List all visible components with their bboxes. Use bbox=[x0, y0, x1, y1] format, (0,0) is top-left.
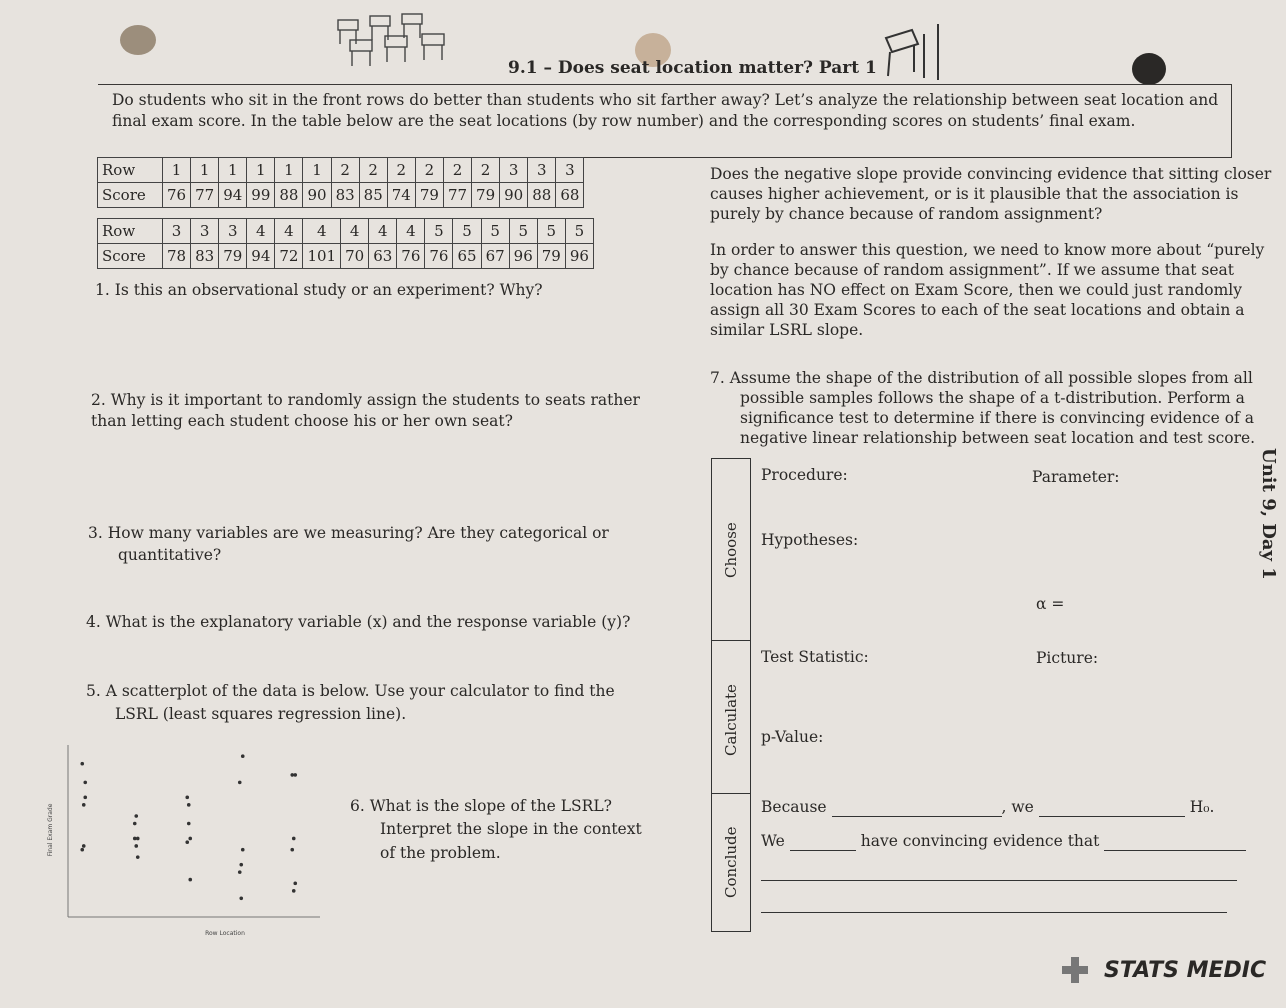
scatterplot bbox=[40, 735, 330, 945]
table-cell: 2 bbox=[387, 158, 415, 183]
table-cell: 88 bbox=[528, 183, 556, 208]
table-cell: 2 bbox=[331, 158, 359, 183]
data-table-2 bbox=[97, 218, 594, 269]
scatter-point bbox=[80, 848, 84, 852]
question-6-line-1: 6. What is the slope of the LSRL? bbox=[350, 797, 612, 815]
calculate-label: Calculate bbox=[722, 684, 740, 756]
scatter-point bbox=[134, 814, 138, 818]
table-cell: 76 bbox=[397, 244, 425, 269]
scatter-point bbox=[238, 870, 242, 874]
table-cell: 76 bbox=[425, 244, 453, 269]
question-6-line-2: Interpret the slope in the context bbox=[380, 820, 642, 838]
binder-hole bbox=[120, 25, 156, 55]
right-paragraph-2 bbox=[710, 240, 1264, 340]
question-4: 4. What is the explanatory variable (x) and the response variable (y)? bbox=[86, 613, 631, 631]
desk-icon bbox=[878, 20, 948, 82]
table-cell: 1 bbox=[275, 158, 303, 183]
scatter-point bbox=[241, 848, 245, 852]
scatter-point bbox=[187, 822, 191, 826]
table-cell: 4 bbox=[275, 219, 303, 244]
section-divider bbox=[711, 793, 751, 794]
text-line: possible samples follows the shape of a t-distribution. Perform a bbox=[740, 389, 1245, 407]
table-row bbox=[98, 158, 584, 183]
right-paragraph-1 bbox=[710, 164, 1271, 224]
evidence-label: have convincing evidence that bbox=[860, 832, 1100, 850]
brand-name: STATS MEDIC bbox=[1104, 957, 1267, 983]
question-5-line-1: 5. A scatterplot of the data is below. Use your calculator to find the bbox=[86, 682, 615, 700]
table-cell: 77 bbox=[443, 183, 471, 208]
scatter-point bbox=[133, 822, 137, 826]
section-divider bbox=[711, 640, 751, 641]
table-cell: 3 bbox=[556, 158, 584, 183]
conclusion-blank[interactable] bbox=[1104, 836, 1246, 851]
p-value-label: p-Value: bbox=[761, 728, 824, 746]
table-cell: 67 bbox=[481, 244, 509, 269]
question-2-line-1: 2. Why is it important to randomly assign the students to seats rather bbox=[91, 391, 640, 409]
table-cell: 2 bbox=[359, 158, 387, 183]
scatter-point bbox=[185, 796, 189, 800]
text-line: purely by chance because of random assignment? bbox=[710, 205, 1103, 223]
procedure-label: Procedure: bbox=[761, 466, 848, 484]
question-3-line-2: quantitative? bbox=[118, 546, 222, 564]
question-6-line-3: of the problem. bbox=[380, 844, 501, 862]
picture-label: Picture: bbox=[1036, 649, 1099, 667]
table-cell: 99 bbox=[247, 183, 275, 208]
scatter-point bbox=[83, 796, 87, 800]
table-cell: 65 bbox=[453, 244, 481, 269]
scatter-point bbox=[80, 762, 84, 766]
table-cell: 3 bbox=[528, 158, 556, 183]
medical-cross-icon bbox=[1060, 955, 1090, 985]
table-cell: 1 bbox=[247, 158, 275, 183]
scatter-point bbox=[82, 844, 86, 848]
table-cell: 90 bbox=[500, 183, 528, 208]
score-label: Score bbox=[98, 183, 163, 208]
table-cell: 5 bbox=[425, 219, 453, 244]
table-cell: 83 bbox=[191, 244, 219, 269]
text-line: by chance because of random assignment”. If we assume that seat bbox=[710, 261, 1234, 279]
page-title: 9.1 – Does seat location matter? Part 1 bbox=[508, 58, 877, 78]
decision-blank[interactable] bbox=[1039, 802, 1185, 817]
table-cell: 79 bbox=[472, 183, 500, 208]
table-cell: 4 bbox=[341, 219, 369, 244]
scatter-point bbox=[239, 863, 243, 867]
table-cell: 4 bbox=[247, 219, 275, 244]
text-line: In order to answer this question, we need to know more about “purely bbox=[710, 241, 1265, 259]
table-cell: 5 bbox=[453, 219, 481, 244]
text-line: significance test to determine if there is convincing evidence of a bbox=[740, 409, 1254, 427]
table-cell: 70 bbox=[341, 244, 369, 269]
scatter-point bbox=[293, 773, 297, 777]
stats-medic-logo bbox=[1060, 955, 1266, 985]
answer-line[interactable] bbox=[761, 912, 1227, 913]
table-row bbox=[98, 219, 594, 244]
binder-hole bbox=[1132, 53, 1166, 85]
table-cell: 4 bbox=[397, 219, 425, 244]
table-cell: 1 bbox=[163, 158, 191, 183]
table-cell: 83 bbox=[331, 183, 359, 208]
conclude-label: Conclude bbox=[722, 826, 740, 898]
question-2-line-2: than letting each student choose his or her own seat? bbox=[91, 412, 513, 430]
table-cell: 4 bbox=[303, 219, 341, 244]
table-cell: 88 bbox=[275, 183, 303, 208]
test-statistic-label: Test Statistic: bbox=[761, 648, 869, 666]
do-not-blank[interactable] bbox=[790, 836, 856, 851]
table-cell: 78 bbox=[163, 244, 191, 269]
score-label: Score bbox=[98, 244, 163, 269]
table-cell: 79 bbox=[415, 183, 443, 208]
table-cell: 63 bbox=[369, 244, 397, 269]
because-blank[interactable] bbox=[832, 802, 1002, 817]
table-cell: 74 bbox=[387, 183, 415, 208]
scatter-point bbox=[292, 837, 296, 841]
row-label: Row bbox=[98, 158, 163, 183]
desks-icon bbox=[330, 10, 465, 80]
because-line bbox=[761, 797, 1214, 817]
table-cell: 5 bbox=[565, 219, 593, 244]
text-line: causes higher achievement, or is it plausible that the association is bbox=[710, 185, 1239, 203]
question-3-line-1: 3. How many variables are we measuring? Are they categorical or bbox=[88, 524, 609, 542]
table-cell: 94 bbox=[247, 244, 275, 269]
table-cell: 5 bbox=[509, 219, 537, 244]
question-5-line-2: LSRL (least squares regression line). bbox=[115, 705, 407, 723]
scatter-point bbox=[293, 882, 297, 886]
table-cell: 79 bbox=[537, 244, 565, 269]
text-line: negative linear relationship between seat location and test score. bbox=[740, 429, 1256, 447]
table-cell: 3 bbox=[191, 219, 219, 244]
table-cell: 1 bbox=[219, 158, 247, 183]
table-cell: 72 bbox=[275, 244, 303, 269]
table-cell: 3 bbox=[163, 219, 191, 244]
scatter-point bbox=[188, 837, 192, 841]
table-cell: 96 bbox=[565, 244, 593, 269]
scatter-point bbox=[187, 803, 191, 807]
question-7 bbox=[710, 368, 1255, 448]
table-cell: 85 bbox=[359, 183, 387, 208]
data-table-1 bbox=[97, 157, 584, 208]
table-cell: 76 bbox=[163, 183, 191, 208]
text-line: Does the negative slope provide convincing evidence that sitting closer bbox=[710, 165, 1272, 183]
table-cell: 2 bbox=[472, 158, 500, 183]
scatter-point bbox=[290, 848, 294, 852]
scatter-point bbox=[134, 844, 138, 848]
table-cell: 68 bbox=[556, 183, 584, 208]
x-axis-label: Row Location bbox=[205, 930, 245, 937]
scatter-point bbox=[83, 781, 87, 785]
text-line: similar LSRL slope. bbox=[710, 321, 864, 339]
scatter-point bbox=[239, 897, 243, 901]
we-label: , we bbox=[1001, 798, 1034, 816]
scatter-point bbox=[185, 840, 189, 844]
table-cell: 77 bbox=[191, 183, 219, 208]
table-cell: 2 bbox=[443, 158, 471, 183]
answer-line[interactable] bbox=[761, 880, 1237, 881]
unit-day-label: Unit 9, Day 1 bbox=[1258, 448, 1279, 580]
table-cell: 2 bbox=[415, 158, 443, 183]
choose-label: Choose bbox=[722, 522, 740, 578]
table-cell: 96 bbox=[509, 244, 537, 269]
table-cell: 4 bbox=[369, 219, 397, 244]
scatter-point bbox=[188, 878, 192, 882]
parameter-label: Parameter: bbox=[1032, 468, 1120, 486]
we-label: We bbox=[761, 832, 785, 850]
y-axis-label: Final Exam Grade bbox=[47, 803, 54, 857]
scatter-point bbox=[82, 803, 86, 807]
because-label: Because bbox=[761, 798, 827, 816]
intro-paragraph: Do students who sit in the front rows do better than students who sit farther away? Let’s analyze the relationship between seat location and final exam score. In the table below are the seat locations (by row number) and the corresponding scores on students’ final exam. bbox=[98, 84, 1232, 158]
row-label: Row bbox=[98, 219, 163, 244]
text-line: 7. Assume the shape of the distribution of all possible slopes from all bbox=[710, 369, 1253, 387]
text-line: assign all 30 Exam Scores to each of the seat locations and obtain a bbox=[710, 301, 1245, 319]
table-cell: 3 bbox=[219, 219, 247, 244]
scatter-point bbox=[292, 889, 296, 893]
table-cell: 1 bbox=[303, 158, 331, 183]
table-cell: 90 bbox=[303, 183, 331, 208]
scatter-point bbox=[241, 754, 245, 758]
text-line: location has NO effect on Exam Score, then we could just randomly bbox=[710, 281, 1243, 299]
conclusion-line bbox=[761, 831, 1246, 851]
hypotheses-label: Hypotheses: bbox=[761, 531, 859, 549]
table-cell: 3 bbox=[500, 158, 528, 183]
table-row bbox=[98, 183, 584, 208]
table-cell: 1 bbox=[191, 158, 219, 183]
table-row bbox=[98, 244, 594, 269]
table-cell: 101 bbox=[303, 244, 341, 269]
question-1: 1. Is this an observational study or an experiment? Why? bbox=[95, 281, 543, 299]
scatter-point bbox=[136, 837, 140, 841]
table-cell: 94 bbox=[219, 183, 247, 208]
table-cell: 79 bbox=[219, 244, 247, 269]
h0-label: H₀. bbox=[1189, 798, 1215, 816]
scatter-point bbox=[136, 855, 140, 859]
table-cell: 5 bbox=[481, 219, 509, 244]
table-cell: 5 bbox=[537, 219, 565, 244]
alpha-label: α = bbox=[1036, 595, 1065, 613]
scatter-point bbox=[238, 781, 242, 785]
